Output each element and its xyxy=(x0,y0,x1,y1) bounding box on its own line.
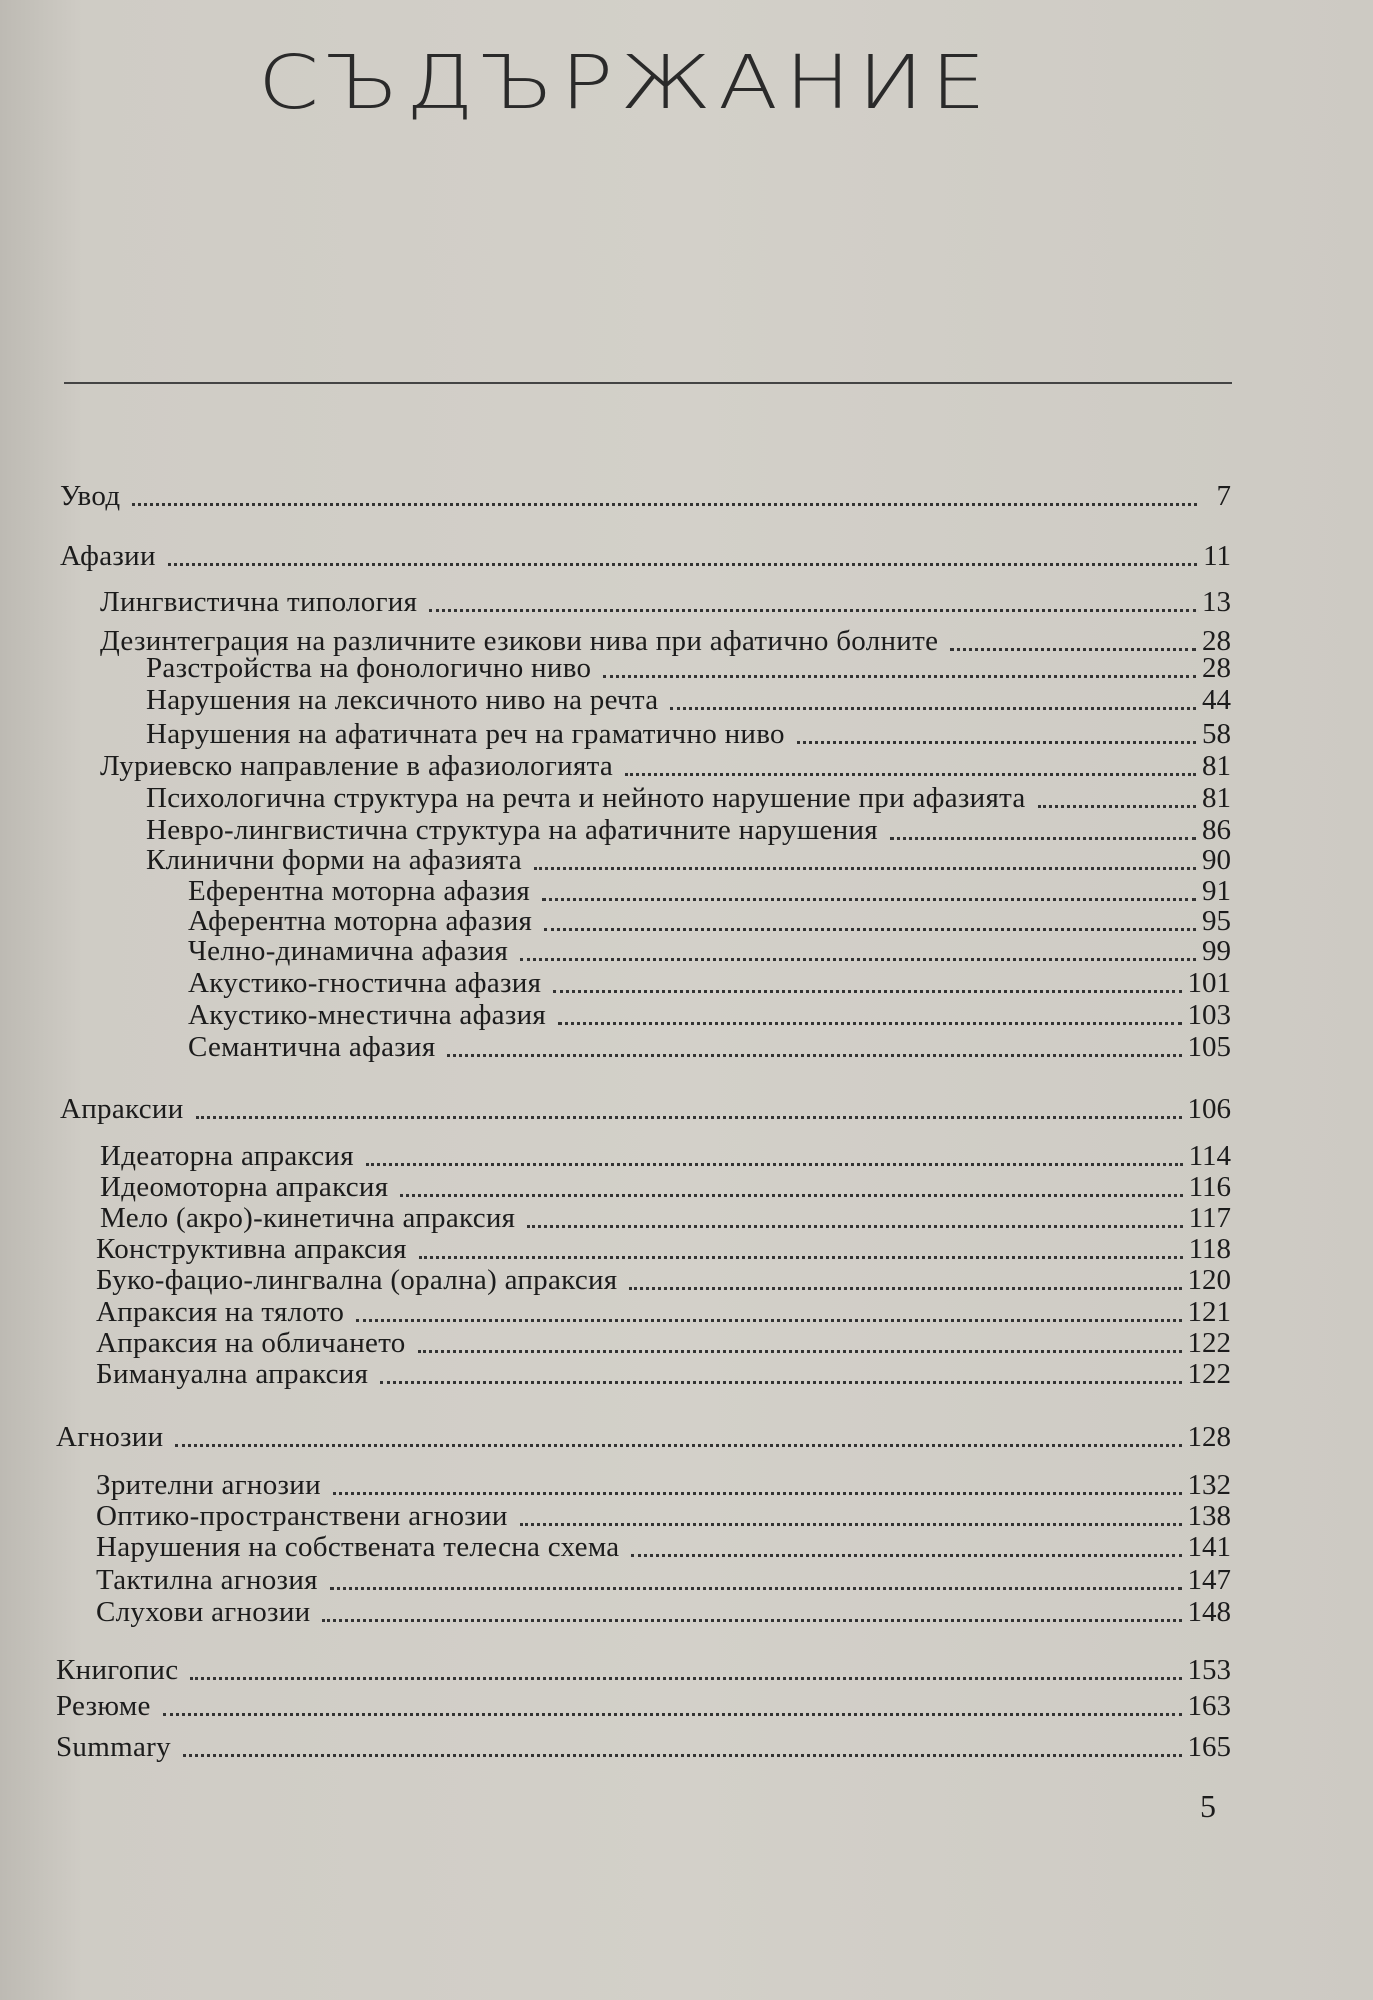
toc-entry xyxy=(96,1296,1231,1328)
toc-entry-title: Еферентна моторна афазия xyxy=(188,875,531,907)
toc-entry-title: Акустико-гностична афазия xyxy=(188,967,542,999)
toc-entry xyxy=(146,844,1231,876)
toc-entry xyxy=(146,652,1231,684)
toc-entry-page: 7 xyxy=(1216,480,1231,512)
toc-entry-page: 118 xyxy=(1188,1233,1231,1265)
dot-leader xyxy=(631,1554,1181,1557)
toc-entry-title: Идеаторна апраксия xyxy=(100,1140,354,1172)
toc-entry-page: 86 xyxy=(1202,814,1231,846)
dot-leader xyxy=(175,1444,1181,1447)
toc-entry xyxy=(96,1564,1231,1596)
toc-entry-title: Дезинтеграция на различните езикови нива при афатично болните xyxy=(100,625,939,657)
toc-entry xyxy=(56,1690,1231,1722)
toc-entry-page: 132 xyxy=(1187,1469,1231,1501)
toc-entry-page: 116 xyxy=(1188,1171,1231,1203)
toc-entry-page: 91 xyxy=(1202,875,1231,907)
toc-entry-title: Челно-динамична афазия xyxy=(188,935,509,967)
toc-entry-title: Нарушения на афатичната реч на граматично ниво xyxy=(146,718,785,750)
toc-entry xyxy=(100,1202,1231,1234)
toc-entry-title: Книгопис xyxy=(56,1654,179,1686)
title-divider xyxy=(64,382,1232,384)
toc-entry-page: 44 xyxy=(1202,684,1231,716)
dot-leader xyxy=(400,1194,1182,1197)
toc-entry-page: 28 xyxy=(1202,625,1231,657)
toc-entry xyxy=(100,586,1231,618)
toc-entry-title: Резюме xyxy=(56,1690,151,1722)
toc-entry xyxy=(188,905,1231,937)
dot-leader xyxy=(447,1054,1181,1057)
toc-entry xyxy=(56,1654,1231,1686)
toc-entry-title: Мело (акро)-кинетична апраксия xyxy=(100,1202,516,1234)
toc-entry-title: Оптико-пространствени агнозии xyxy=(96,1500,508,1532)
toc-entry-title: Буко-фацио-лингвална (орална) апраксия xyxy=(96,1264,618,1296)
toc-entry xyxy=(56,1731,1231,1763)
toc-entry-page: 81 xyxy=(1202,750,1231,782)
dot-leader xyxy=(163,1713,1182,1716)
toc-entry-title: Summary xyxy=(56,1731,171,1763)
toc-entry-title: Идеомоторна апраксия xyxy=(100,1171,389,1203)
dot-leader xyxy=(380,1381,1181,1384)
dot-leader xyxy=(603,675,1196,678)
toc-entry-title: Агнозии xyxy=(56,1421,164,1453)
dot-leader xyxy=(553,990,1181,993)
dot-leader xyxy=(183,1754,1182,1757)
toc-entry-page: 163 xyxy=(1187,1690,1231,1722)
toc-entry-page: 99 xyxy=(1202,935,1231,967)
dot-leader xyxy=(520,958,1196,961)
dot-leader xyxy=(132,503,1197,506)
toc-entry-title: Клинични форми на афазията xyxy=(146,844,522,876)
toc-entry-title: Невро-лингвистична структура на афатичните нарушения xyxy=(146,814,878,846)
toc-entry-page: 58 xyxy=(1202,718,1231,750)
dot-leader xyxy=(534,867,1196,870)
toc-entry-title: Нарушения на собствената телесна схема xyxy=(96,1531,620,1563)
toc-entry-page: 95 xyxy=(1202,905,1231,937)
toc-entry-title: Слухови агнозии xyxy=(96,1596,311,1628)
toc-entry-page: 105 xyxy=(1187,1031,1231,1063)
toc-entry-page: 106 xyxy=(1187,1093,1231,1125)
toc-entry-page: 28 xyxy=(1202,652,1231,684)
toc-entry-page: 122 xyxy=(1187,1358,1231,1390)
toc-entry-title: Конструктивна апраксия xyxy=(96,1233,407,1265)
toc-entry xyxy=(96,1469,1231,1501)
toc-entry xyxy=(96,1264,1231,1296)
dot-leader xyxy=(558,1022,1181,1025)
dot-leader xyxy=(629,1287,1181,1290)
toc-entry xyxy=(100,1171,1231,1203)
toc-entry xyxy=(96,1531,1231,1563)
dot-leader xyxy=(419,1256,1183,1259)
toc-entry-page: 165 xyxy=(1187,1731,1231,1763)
toc-entry xyxy=(146,782,1231,814)
toc-entry xyxy=(60,480,1231,512)
toc-entry-title: Апраксия на обличането xyxy=(96,1327,406,1359)
dot-leader xyxy=(520,1523,1182,1526)
toc-entry-page: 122 xyxy=(1187,1327,1231,1359)
toc-entry xyxy=(188,935,1231,967)
toc-entry-page: 101 xyxy=(1187,967,1231,999)
page-title: СЪДЪРЖАНИЕ xyxy=(258,40,993,126)
dot-leader xyxy=(625,773,1196,776)
toc-entry-page: 147 xyxy=(1187,1564,1231,1596)
toc-entry-page: 103 xyxy=(1187,999,1231,1031)
toc-entry-title: Лингвистична типология xyxy=(100,586,418,618)
toc-entry-title: Разстройства на фонологично ниво xyxy=(146,652,592,684)
toc-entry xyxy=(146,684,1231,716)
dot-leader xyxy=(196,1116,1182,1119)
toc-entry-title: Акустико-мнестична афазия xyxy=(188,999,547,1031)
toc-entry-title: Семантична афазия xyxy=(188,1031,436,1063)
toc-entry xyxy=(96,1233,1231,1265)
toc-entry-page: 11 xyxy=(1203,540,1231,572)
toc-entry xyxy=(56,1421,1231,1453)
toc-entry-page: 141 xyxy=(1187,1531,1231,1563)
dot-leader xyxy=(190,1677,1181,1680)
dot-leader xyxy=(527,1225,1182,1228)
toc-entry-page: 128 xyxy=(1187,1421,1231,1453)
toc-entry-page: 121 xyxy=(1187,1296,1231,1328)
dot-leader xyxy=(670,707,1196,710)
toc-entry-page: 138 xyxy=(1187,1500,1231,1532)
toc-entry-title: Бимануална апраксия xyxy=(96,1358,369,1390)
dot-leader xyxy=(322,1619,1181,1622)
toc-entry-page: 81 xyxy=(1202,782,1231,814)
toc-entry xyxy=(146,718,1231,750)
dot-leader xyxy=(168,563,1197,566)
toc-entry-page: 153 xyxy=(1187,1654,1231,1686)
toc-entry-page: 117 xyxy=(1188,1202,1231,1234)
page-number: 5 xyxy=(1200,1788,1216,1824)
dot-leader xyxy=(356,1319,1181,1322)
toc-entry-page: 90 xyxy=(1202,844,1231,876)
toc-entry-title: Аферентна моторна афазия xyxy=(188,905,533,937)
dot-leader xyxy=(544,928,1196,931)
toc-entry xyxy=(60,1093,1231,1125)
toc-entry xyxy=(96,1327,1231,1359)
toc-entry-title: Апраксии xyxy=(60,1093,184,1125)
toc-entry-page: 13 xyxy=(1202,586,1231,618)
toc-entry-title: Луриевско направление в афазиологията xyxy=(100,750,614,782)
toc-entry xyxy=(60,540,1231,572)
dot-leader xyxy=(1038,805,1196,808)
toc-entry xyxy=(188,875,1231,907)
toc-entry-title: Афазии xyxy=(60,540,156,572)
dot-leader xyxy=(429,609,1196,612)
toc-entry-page: 114 xyxy=(1188,1140,1231,1172)
dot-leader xyxy=(890,837,1196,840)
toc-entry-title: Нарушения на лексичното ниво на речта xyxy=(146,684,659,716)
dot-leader xyxy=(797,741,1196,744)
toc-entry xyxy=(188,1031,1231,1063)
toc-entry xyxy=(100,750,1231,782)
toc-entry-page: 120 xyxy=(1187,1264,1231,1296)
toc-entry xyxy=(96,1596,1231,1628)
dot-leader xyxy=(330,1587,1182,1590)
dot-leader xyxy=(542,898,1196,901)
dot-leader xyxy=(333,1492,1182,1495)
toc-entry xyxy=(100,1140,1231,1172)
dot-leader xyxy=(950,648,1196,651)
toc-entry xyxy=(188,967,1231,999)
toc-entry-title: Психологична структура на речта и нейното нарушение при афазията xyxy=(146,782,1026,814)
toc-entry-title: Зрителни агнозии xyxy=(96,1469,321,1501)
toc-entry xyxy=(96,1358,1231,1390)
toc-entry-page: 148 xyxy=(1187,1596,1231,1628)
toc-entry-title: Увод xyxy=(60,480,121,512)
toc-entry xyxy=(188,999,1231,1031)
toc-entry xyxy=(96,1500,1231,1532)
dot-leader xyxy=(366,1163,1183,1166)
toc-entry xyxy=(146,814,1231,846)
toc-entry-title: Апраксия на тялото xyxy=(96,1296,345,1328)
dot-leader xyxy=(418,1350,1182,1353)
toc-entry-title: Тактилна агнозия xyxy=(96,1564,318,1596)
